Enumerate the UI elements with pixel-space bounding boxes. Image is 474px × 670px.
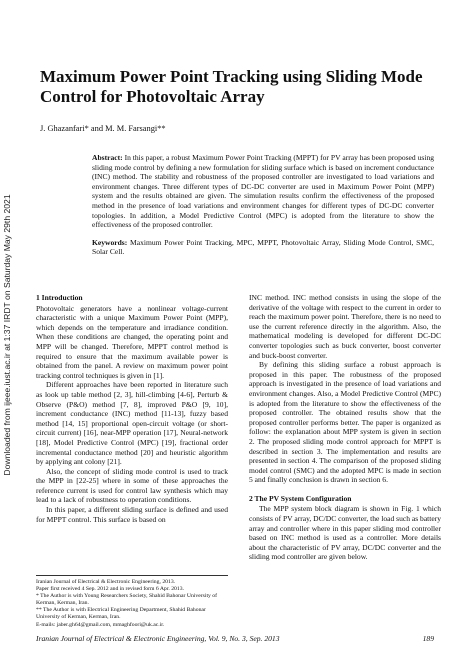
paper-authors: J. Ghazanfari* and M. M. Farsangi** bbox=[40, 124, 166, 133]
intro-paragraph-1: Photovoltaic generators have a nonlinear voltage-current characteristic with a unique Maximum Power Point (MPP), which depends on the temperature and irradiance condition. When these conditions are changed, the operating point and MPP will be changed. Therefore, MPPT control method is required to ensure that the maximum available power is obtained from the panel. A review on maximum power point tracking control techniques is given in [1]. bbox=[36, 303, 228, 380]
footnote-emails: E-mails: jaber.gh64@gmail.com, mmaghfoori@uk.ac.ir. bbox=[36, 621, 165, 628]
footnote-divider bbox=[36, 575, 228, 576]
footnote-author-2: ** The Author is with Electrical Engineering Department, Shahid Bahonar University of Kerman, Kerman, Iran. bbox=[36, 607, 206, 621]
footnote-journal: Iranian Journal of Electrical & Electronic Engineering, 2013. bbox=[36, 579, 176, 585]
keywords-label: Keywords: bbox=[92, 237, 128, 247]
abstract-label: Abstract: bbox=[92, 153, 123, 162]
page-number: 189 bbox=[422, 634, 434, 643]
introduction-heading: 1 Introduction bbox=[36, 293, 83, 302]
keywords-text: Maximum Power Point Tracking, MPC, MPPT, Photovoltaic Array, Sliding Mode Control, SMC, Solar Cell. bbox=[92, 237, 434, 257]
paper-title: Maximum Power Point Tracking using Sliding Mode Control for Photovoltaic Array bbox=[40, 67, 423, 106]
section-2-paragraph: The MPP system block diagram is shown in Fig. 1 which consists of PV array, DC/DC converter, the load such as battery array and controller where in this paper sliding mod controller based on INC method is used as a controller. More details about the characteristic of PV array, DC/DC converter and the sliding mod controller are given below. bbox=[249, 504, 441, 562]
right-paragraph-2: By defining this sliding surface a robust approach is proposed in this paper. The robustness of the proposed approach is investigated in the presence of load variations and environment changes. Also, a Model Predictive Control (MPC) is adopted from the literature to show the effectiveness of the proposed controller. The obtained results show that the proposed controller performs better. The paper is organized as follow: the explanation about MPP system is given in section 2. The proposed sliding mode control approach for MPPT is described in section 3. The implementation and results are presented in section 4. The comparison of the proposed sliding model control (SMC) and the adopted MPC is made in section 5 and finally conclusion is drawn in section 6. bbox=[249, 360, 441, 485]
section-2-heading: 2 The PV System Configuration bbox=[249, 493, 352, 503]
left-column bbox=[36, 293, 228, 524]
intro-paragraph-3: Also, the concept of sliding mode control is used to track the MPP in [22-25] where in some of these approaches the reference current is used for control law synthesis which may lead to a lack of robustness to operation conditions. bbox=[36, 466, 228, 505]
footnote-received: Paper first received 4 Sep. 2012 and in revised form 6 Apr. 2013. bbox=[36, 586, 184, 593]
footnotes bbox=[36, 575, 228, 629]
footnote-author-1: * The Author is with Young Researchers Society, Shahid Bahonar University of Kerman, Kerman, Iran. bbox=[36, 593, 218, 607]
footer-journal: Iranian Journal of Electrical & Electronic Engineering, Vol. 9, No. 3, Sep. 2013 bbox=[36, 634, 280, 643]
right-paragraph-1: INC method. INC method consists in using the slope of the derivative of the voltage with respect to the current in order to reach the maximum power point. Therefore, there is no need to use the current reference directly in the algorithm. Also, the mathematical modeling is developed for different DC-DC converter topologies such as buck converter, boost converter and buck-boost converter. bbox=[249, 293, 441, 360]
download-watermark-text: Downloaded from ijeee.iust.ac.ir at 1:37 IRDT on Saturday May 29th 2021 bbox=[2, 194, 12, 476]
right-column bbox=[249, 293, 441, 562]
intro-paragraph-4: In this paper, a different sliding surface is defined and used for MPPT control. This surface is based on bbox=[36, 505, 228, 524]
keywords-paragraph bbox=[92, 238, 434, 257]
abstract-text: In this paper, a robust Maximum Power Point Tracking (MPPT) for PV array has been proposed using sliding mode control by defining a new formulation for sliding surface which is based on increment conductance (INC) method. The stability and robustness of the proposed controller are investigated to load variations and environment changes. Three different types of DC-DC converter are used in Maximum Power Point (MPP) system and the results obtained are given. The simulation results confirm the effectiveness of the proposed method in the presence of load variations and environment changes for different types of DC-DC converter topologies. In addition, a Model Predictive Control (MPC) is adopted from the literature to show the effectiveness of the proposed controller. bbox=[92, 153, 434, 230]
download-watermark bbox=[0, 120, 14, 550]
abstract-section bbox=[92, 153, 434, 257]
abstract-paragraph bbox=[92, 153, 434, 230]
intro-paragraph-2: Different approaches have been reported in literature such as look up table method [2, 3], hill-climbing [4-6], Perturb & Observe (P&O) method [7, 8], improved P&O [9, 10], increment conductance (INC) method [11-13], fuzzy based method [14, 15] proportional open-circuit voltage (or short-circuit current) [16], near-MPP operation [17], Neural-network [18], Model Predictive Control (MPC) [19], fractional order incremental conductance method [20] and heuristic algorithm by applying ant colony [21]. bbox=[36, 380, 228, 467]
section-gap bbox=[249, 485, 441, 494]
page-footer bbox=[36, 634, 434, 643]
